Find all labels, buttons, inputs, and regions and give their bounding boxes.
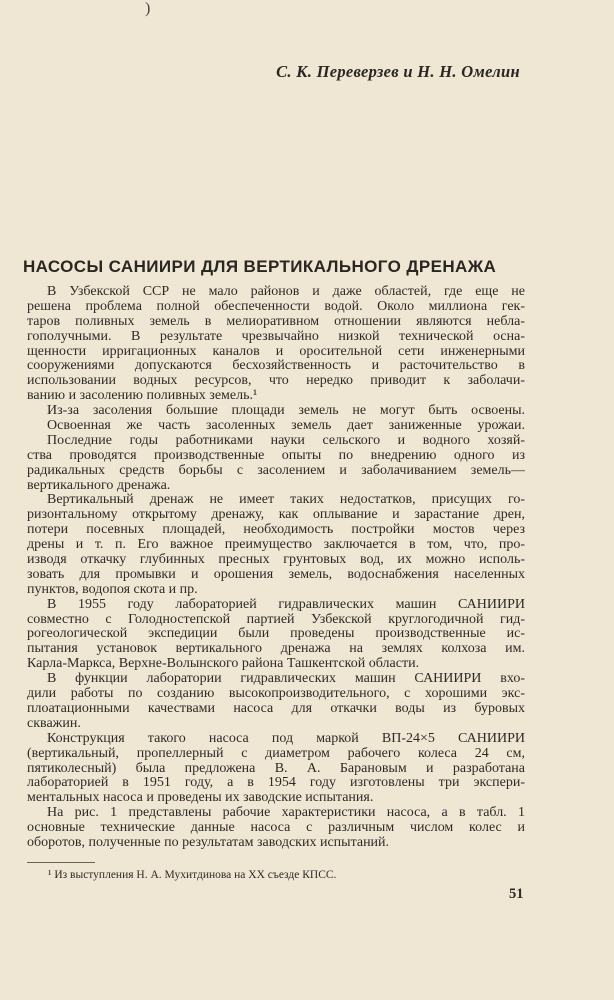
text-line: вертикального дренажа.	[27, 477, 171, 493]
text-line: ванию и засолению поливных земель.¹	[27, 388, 258, 404]
paragraph	[27, 732, 525, 806]
text-line: ментальных насоса и проведены их заводские испытания.	[27, 790, 374, 806]
text-line: Освоенная же часть засоленных земель дает заниженные урожаи.	[47, 418, 525, 434]
text-line: гополучными. В результате чрезвычайно низкой технической осна-	[27, 328, 525, 344]
text-line: На рис. 1 представлены рабочие характеристики насоса, а в табл. 1	[47, 805, 525, 821]
text-line: рогеологической экспедиции были проведены производственные ис-	[27, 626, 525, 642]
paragraph	[27, 419, 525, 434]
text-line: использовании водных ресурсов, что нередко приводит к заболачи-	[27, 373, 525, 389]
paragraph	[27, 285, 525, 404]
text-line: совместно с Голодностепской партией Узбекской круглогодичной гид-	[27, 611, 525, 627]
text-line: Конструкция такого насоса под маркой ВП-24×5 САНИИРИ	[47, 730, 525, 746]
text-line: В 1955 году лабораторией гидравлических машин САНИИРИ	[47, 596, 525, 612]
text-line: Вертикальный дренаж не имеет таких недостатков, присущих го-	[47, 492, 525, 508]
text-line: ства проводятся производственные опыты по внедрению одного из	[27, 447, 525, 463]
text-line: лабораторией в 1951 году, а в 1954 году изготовлены три экспери-	[27, 775, 525, 791]
text-line: оборотов, полученные по результатам заводских испытаний.	[27, 834, 390, 850]
text-line: (вертикальный, пропеллерный с диаметром рабочего колеса 24 см,	[27, 745, 525, 761]
paragraph	[27, 493, 525, 597]
text-line: ризонтальному открытому дренажу, как оплывание и зарастание дрен,	[27, 507, 525, 523]
text-line: пунктов, водопоя скота и пр.	[27, 581, 198, 597]
text-line: зовать для промывки и орошения земель, водоснабжения населенных	[27, 566, 525, 582]
page-number: 51	[509, 886, 524, 902]
text-line: радикальных средств борьбы с засолением и заболачиванием земель—	[27, 462, 525, 478]
text-line: плоатационными качествами насоса для откачки воды из буровых	[27, 700, 525, 716]
text-line: щенности ирригационных каналов и оросительной сети инженерными	[27, 343, 525, 359]
text-line: дрены и т. п. Его важное преимущество заключается в том, что, про-	[27, 537, 525, 553]
article-body	[27, 285, 525, 851]
paragraph	[27, 598, 525, 672]
text-line: пятиколесный) была предложена В. А. Барановым и разработана	[27, 760, 525, 776]
text-line: пытания установок вертикального дренажа на землях колхоза им.	[27, 641, 525, 657]
article-title: НАСОСЫ САНИИРИ ДЛЯ ВЕРТИКАЛЬНОГО ДРЕНАЖА	[23, 257, 497, 276]
paragraph	[27, 806, 525, 851]
scan-mark: )	[145, 0, 151, 17]
text-line: В Узбекской ССР не мало районов и даже областей, где еще не	[47, 284, 525, 299]
text-line: Из-за засоления большие площади земель не могут быть освоены.	[47, 403, 525, 419]
paragraph	[27, 404, 525, 419]
paragraph	[27, 672, 525, 732]
text-line: дили работы по созданию высокопроизводительного, с хорошими экс-	[27, 686, 525, 702]
text-line: потери посевных площадей, необходимость постройки мостов через	[27, 522, 525, 538]
paragraph	[27, 434, 525, 494]
text-line: Карла-Маркса, Верхне-Волынского района Ташкентской области.	[27, 656, 420, 672]
text-line: Последние годы работниками науки сельского и водного хозяй-	[47, 432, 525, 448]
footnote-divider	[27, 862, 95, 863]
text-line: основные технические данные насоса с различным числом колес и	[27, 820, 525, 836]
authors: С. К. Переверзев и Н. Н. Омелин	[276, 62, 520, 81]
text-line: изводя откачку глубинных пресных грунтовых вод, их можно исполь-	[27, 552, 525, 568]
text-line: решена проблема полной обеспеченности водой. Около миллиона гек-	[27, 298, 525, 314]
text-line: В функции лаборатории гидравлических машин САНИИРИ вхо-	[47, 671, 525, 687]
text-line: таров поливных земель в мелиоративном отношении являются небла-	[27, 313, 525, 329]
text-line: скважин.	[27, 715, 81, 731]
text-line: сооружениями допускаются бесхозяйственность и расточительство в	[27, 358, 525, 374]
footnote: ¹ Из выступления Н. А. Мухитдинова на XX съезде КПСС.	[48, 869, 337, 881]
